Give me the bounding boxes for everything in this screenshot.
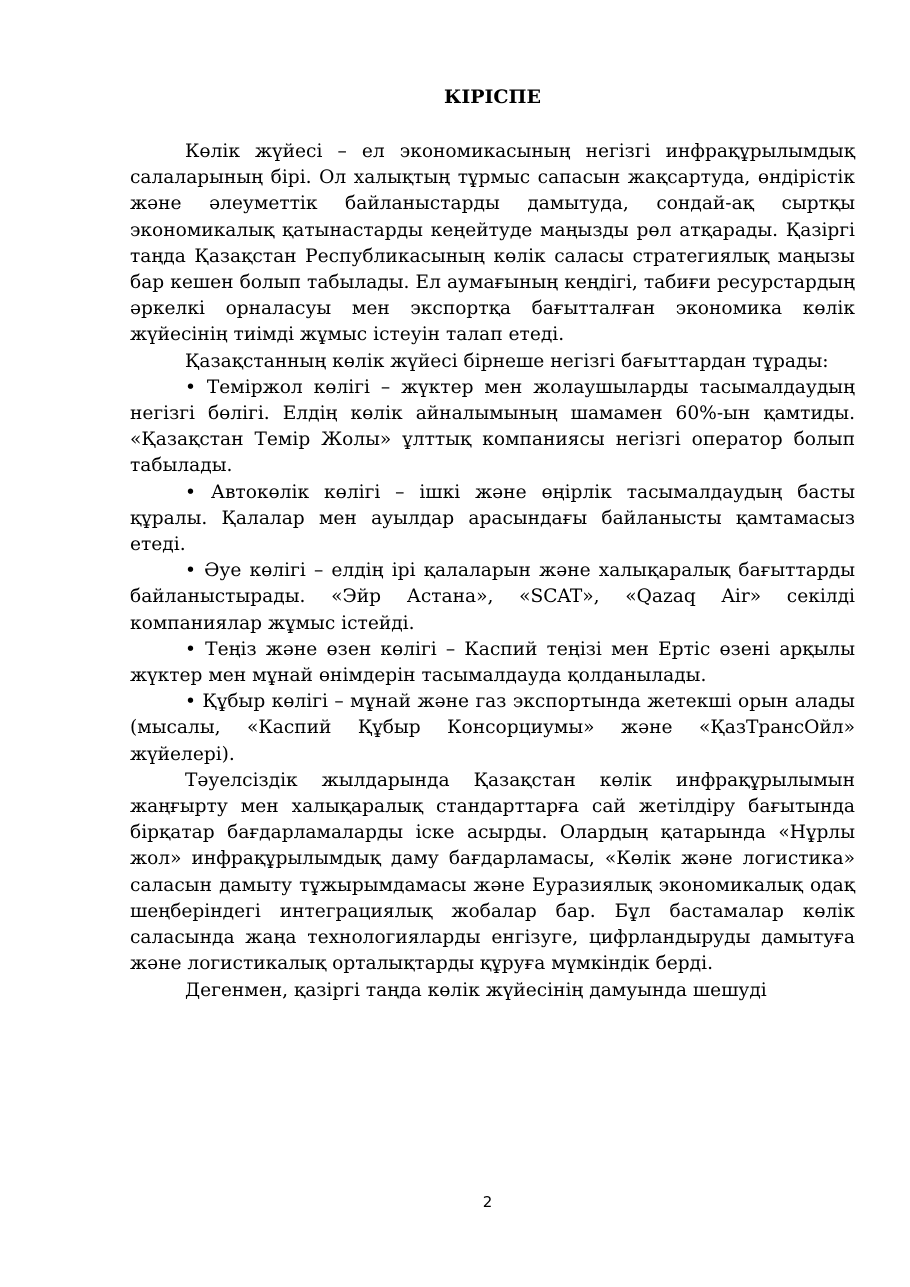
body-text (130, 139, 855, 1004)
list-item-road: • Автокөлік көлігі – ішкі және өңірлік тасымалдаудың басты құралы. Қалалар мен ауылдар арасындағы байланысты қамтамасыз етеді. (130, 481, 855, 556)
paragraph-intro: Көлік жүйесі – ел экономикасының негізгі инфрақұрылымдық салаларының бірі. Ол халықтың тұрмыс сапасын жақсартуда, өндірістік және әлеуметтік байланыстарды дамытуда, сондай-ақ сыртқы экономикалық қатынастарды кеңейтуде маңызды рөл атқарады. Қазіргі таңда Қазақстан Республикасының көлік саласы стратегиялық маңызы бар кешен болып табылады. Ел аумағының кеңдігі, табиғи ресурстардың әркелкі орналасуы мен экспортқа бағытталған экономика көлік жүйесінің тиімді жұмыс істеуін талап етеді. (130, 141, 855, 346)
list-item-pipeline: • Құбыр көлігі – мұнай және газ экспортында жетекші орын алады (мысалы, «Каспий Құбыр Консорциумы» және «ҚазТрансОйл» жүйелері). (130, 691, 855, 765)
list-item-railway: • Теміржол көлігі – жүктер мен жолаушыларды тасымалдаудың негізгі бөлігі. Елдің көлік айналымының шамамен 60%-ын қамтиды. «Қазақстан Темір Жолы» ұлттық компаниясы негізгі оператор болып табылады. (130, 376, 855, 477)
page-title: КІРІСПЕ (444, 86, 541, 108)
paragraph-independence: Тәуелсіздік жылдарында Қазақстан көлік инфрақұрылымын жаңғырту мен халықаралық стандарттарға сай жетілдіру бағытында бірқатар бағдарламаларды іске асырды. Олардың қатарында «Нұрлы жол» инфрақұрылымдық даму бағдарламасы, «Көлік және логистика» саласын дамыту тұжырымдамасы және Еуразиялық экономикалық одақ шеңберіндегі интеграциялық жобалар бар. Бұл бастамалар көлік саласында жаңа технологияларды енгізуге, цифрландыруды дамытуға және логистикалық орталықтарды құруға мүмкіндік берді. (130, 769, 855, 975)
list-item-air: • Әуе көлігі – елдің ірі қалаларын және халықаралық бағыттарды байланыстырады. «Эйр Астана», «SCAT», «Qazaq Air» секілді компаниялар жұмыс істейді. (130, 560, 855, 634)
paragraph-directions: Қазақстанның көлік жүйесі бірнеше негізгі бағыттардан тұрады: (185, 350, 829, 372)
paragraph-continuation: Дегенмен, қазіргі таңда көлік жүйесінің дамуында шешуді (185, 979, 767, 1001)
page-number: 2 (482, 1193, 493, 1211)
list-item-sea-river: • Теңіз және өзен көлігі – Каспий теңізі мен Ертіс өзені арқылы жүктер мен мұнай өнімдерін тасымалдауда қолданылады. (130, 638, 855, 687)
